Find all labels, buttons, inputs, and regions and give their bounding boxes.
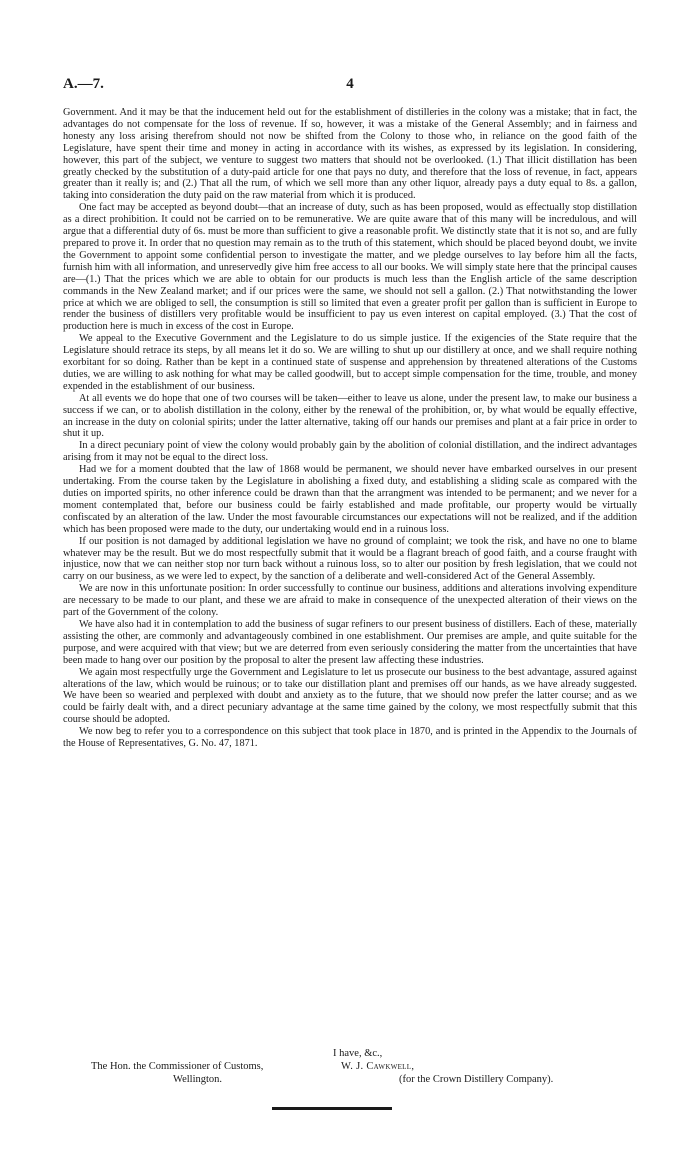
paragraph: Government. And it may be that the inducement held out for the establishment of distilleries in the colony was a mistake; that in fact, the advantages do not compensate for the loss of revenue. If so, however, it was a mistake of the General Assembly; and in fairness and honesty any loss arising therefrom should not now be shifted from the Colony to those who, in reliance on the good faith of the Legislature, have spent their time and money in acting in accordance with its wishes, as expressed by its legislation. In considering, however, this part of the subject, we venture to suggest two matters that should not be overlooked. (1.) That illicit distillation has been greatly checked by the substitution of a duty-paid article for one that pays no duty, and therefore that the loss of revenue, in fact, appears greater than it really is; and (2.) That all the rum, of which we sell more than any other liquor, already pays a duty equal to 8s. a gallon, taking into consideration the duty paid on the raw material from which it is produced.: [63, 107, 637, 202]
document-id: A.—7.: [63, 76, 104, 92]
paragraph: We again most respectfully urge the Government and Legislature to let us prosecute our business to the best advantage, assured against alterations of the law, which would be ruinous; or to take our distillation plant and premises off our hands, as we have already suggested. We have been so wearied and perplexed with doubt and anxiety as to the future, that we should now prefer the latter course; and as we could be fairly dealt with, and a direct pecuniary advantage at the same time gained by the colony, we most respectfully submit that this course should be adopted.: [63, 666, 637, 726]
paragraph: One fact may be accepted as beyond doubt—that an increase of duty, such as has been proposed, would as effectually stop distillation as a direct prohibition. It could not be carried on to be remunerative. We are quite aware that of this many will be incredulous, and will argue that a differential duty of 6s. must be more than sufficient to give a reasonable profit. We distinctly state that it is not so, and are fully prepared to prove it. In order that no question may remain as to the truth of this statement, which should be placed beyond doubt, we invite the Government to appoint some confidential person to investigate the matter, and we pledge ourselves to lay before him all the facts, furnish him with all information, and unreservedly give him free access to all our books. We will simply state here that the principal causes are—(1.) That the prices which we are able to obtain for our products is much less than the English article of the same description commands in the New Zealand market; and if our prices were the same, we should not sell a gallon. (2.) That notwithstanding the lower price at which we are obliged to sell, the consumption is still so limited that even a greater profit per gallon than is sufficient in Europe to render the business of distillers very profitable would be insufficient to pay us even interest on capital employed. (3.) That the cost of production here is much in excess of the cost in Europe.: [63, 202, 637, 333]
paragraph: We now beg to refer you to a correspondence on this subject that took place in 1870, and is printed in the Appendix to the Journals of the House of Representatives, G. No. 47, 1871.: [63, 726, 637, 750]
page-number: 4: [346, 76, 354, 92]
end-rule: [272, 1107, 392, 1110]
signatory: W. J. Cawkwell,: [341, 1061, 415, 1072]
paragraph: In a direct pecuniary point of view the colony would probably gain by the abolition of colonial distillation, and the indirect advantages arising from it may not be equal to the direct loss.: [63, 440, 637, 464]
recipient-city: Wellington.: [173, 1074, 223, 1085]
paragraph: We have also had it in contemplation to add the business of sugar refiners to our present business of distillers. Each of these, materially assisting the other, are commonly and advantageously combined in one establishment. Our premises are ample, and quite suitable for the purpose, and were acquired with that view; but we are deterred from even seriously considering the matter from the uncertainties that have been made to hang over our position by the proposal to alter the present law affecting these industries.: [63, 618, 637, 666]
recipient: The Hon. the Commissioner of Customs,: [91, 1061, 264, 1072]
page-header: [63, 76, 637, 96]
signatory-organization: (for the Crown Distillery Company).: [399, 1074, 554, 1085]
letter-body: [63, 107, 637, 750]
paragraph: We appeal to the Executive Government and the Legislature to do us simple justice. If the exigencies of the State require that the Legislature should retrace its steps, by all means let it do so. We are willing to shut up our distillery at once, and we shall require nothing exorbitant for so doing. Rather than be kept in a continued state of suspense and apprehension by threatened alterations of the Customs duties, we are willing to ask nothing for what may be called goodwill, but to accept simple compensation for the time, trouble, and money expended in the establishment of our business.: [63, 333, 637, 392]
paragraph: If our position is not damaged by additional legislation we have no ground of complaint; we took the risk, and have no one to blame whatever may be the result. But we do most respectfully submit that it would be a flagrant breach of good faith, and a course fraught with injustice, now that we can neither stop nor turn back without a ruinous loss, so to alter our position by fresh legislation, that we could not carry on our business, as we were led to expect, by the sanction of a deliberate and well-considered Act of the General Assembly.: [63, 535, 637, 583]
paragraph: Had we for a moment doubted that the law of 1868 would be permanent, we should never have embarked ourselves in our present undertaking. From the course taken by the Legislature in abolishing a fixed duty, and establishing a sliding scale as compared with the duties on imported spirits, no other inference could be drawn than that the arrangment was intended to be permanent; and we never for a moment contemplated that, before our business could be fairly established and made profitable, our property would be virtually confiscated by an alteration of the law. Under the most favourable circumstances our expectations will not be realized, and if the addition which has been proposed were made to the duty, our undertaking would end in a ruinous loss.: [63, 464, 637, 535]
paragraph: We are now in this unfortunate position: In order successfully to continue our business, additions and alterations involving expenditure are necessary to be made to our plant, and these we are afraid to make in consequence of the unexpected alteration of their views on the part of the Government of the colony.: [63, 583, 637, 619]
salutation: I have, &c.,: [333, 1048, 383, 1059]
paragraph: At all events we do hope that one of two courses will be taken—either to leave us alone, under the present law, to make our business a success if we can, or to abolish distillation in the colony, either by the renewal of the prohibition, or, by what would be equally effective, an increase in the duty on colonial spirits; under the latter alternative, taking off our hands our premises and plant at a fair price in order to shut it up.: [63, 392, 637, 440]
